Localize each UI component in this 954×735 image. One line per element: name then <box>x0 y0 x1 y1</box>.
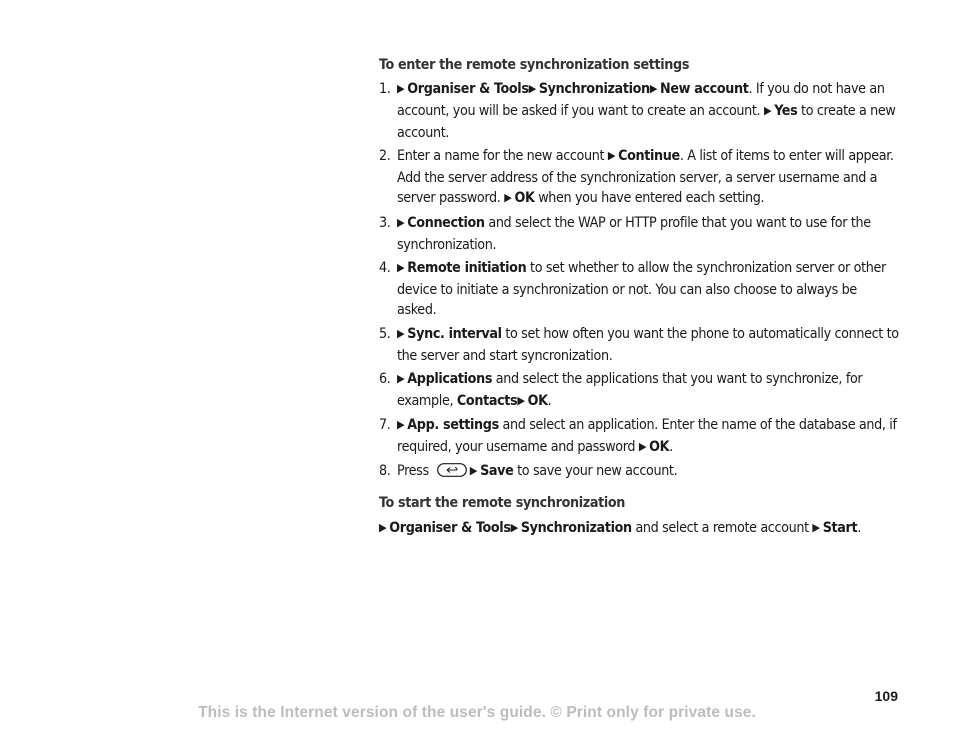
menu-path-item: OK <box>649 438 670 455</box>
step-number: 5. <box>379 325 391 342</box>
footer-notice <box>0 704 954 722</box>
menu-path-item: Organiser & Tools <box>407 81 529 97</box>
instruction-text: . <box>547 392 552 409</box>
instruction-text: to set how often you want the phone to automatically connect to the server and start syncronization. <box>397 325 899 364</box>
arrow-right-icon: ▶ <box>528 82 536 95</box>
arrow-right-icon: ▶ <box>607 148 616 162</box>
instruction-text: Press <box>397 463 429 480</box>
menu-path-item: Remote initiation <box>407 259 527 276</box>
arrow-right-icon: ▶ <box>517 393 525 407</box>
step-number: 7. <box>379 416 391 433</box>
step-item <box>379 258 899 321</box>
menu-path-item: Continue <box>618 147 680 164</box>
menu-path-item: App. settings <box>407 416 499 433</box>
menu-path-item: OK <box>514 190 535 207</box>
step-number: 4. <box>379 259 391 276</box>
instruction-text: and select the applications that you want to synchronize, for example, <box>397 370 863 409</box>
menu-path-item: Save <box>480 463 514 480</box>
step-item <box>379 369 899 413</box>
arrow-right-icon: ▶ <box>379 520 387 534</box>
arrow-right-icon: ▶ <box>510 520 518 534</box>
arrow-right-icon: ▶ <box>397 260 405 274</box>
step-item <box>379 324 899 367</box>
section-heading-start-sync: To start the remote synchronization <box>379 494 626 511</box>
steps-list <box>379 79 899 483</box>
menu-path-item: Connection <box>407 214 485 231</box>
page-number: 109 <box>874 688 898 704</box>
instruction-text: and select the WAP or HTTP profile that you want to use for the synchronization. <box>397 214 871 253</box>
instruction-text: and select a remote account <box>631 519 813 536</box>
step-number: 2. <box>379 147 391 164</box>
step-number: 1. <box>379 81 391 97</box>
menu-path-item: New account <box>660 81 749 97</box>
menu-path-item: Applications <box>407 370 493 387</box>
arrow-right-icon: ▶ <box>504 191 512 205</box>
step-item <box>379 146 899 210</box>
instruction-text: and select an application. Enter the name of the database and, if required, your username and password <box>397 416 897 455</box>
menu-path-item: Synchronization <box>538 81 650 97</box>
arrow-right-icon: ▶ <box>763 103 772 117</box>
instruction-text: to save your new account. <box>513 463 678 480</box>
arrow-right-icon: ▶ <box>397 82 405 95</box>
arrow-right-icon: ▶ <box>397 326 405 340</box>
instruction-text: . <box>857 519 861 536</box>
menu-path-item: Yes <box>774 102 798 119</box>
instruction-text: to set whether to allow the synchronization server or other device to initiate a synchronization or not. You can also choose to always be asked. <box>397 259 886 319</box>
step-item <box>379 415 899 459</box>
arrow-right-icon: ▶ <box>812 520 820 534</box>
arrow-right-icon: ▶ <box>649 82 658 95</box>
back-key-icon <box>437 463 467 477</box>
instruction-text: . If you do not have an account, you will be asked if you want to create an account. <box>397 81 885 119</box>
menu-path-item: Start <box>822 519 858 536</box>
step-item <box>379 79 899 143</box>
step-item <box>379 461 899 483</box>
instruction-text: Enter a name for the new account <box>397 147 608 164</box>
arrow-right-icon: ▶ <box>469 464 478 478</box>
step-item <box>379 213 899 256</box>
menu-path-item: Contacts <box>456 392 518 409</box>
start-sync-instruction <box>379 518 899 540</box>
step-number: 3. <box>379 214 391 231</box>
instruction-text: when you have entered each setting. <box>534 190 765 207</box>
page-content <box>379 55 899 540</box>
step-number: 6. <box>379 370 391 387</box>
arrow-right-icon: ▶ <box>397 417 405 431</box>
menu-path-item: OK <box>527 392 548 409</box>
step-number: 8. <box>379 463 391 480</box>
instruction-text: . A list of items to enter will appear. Add the server address of the synchronization server, a server username and a server password. <box>397 147 894 207</box>
arrow-right-icon: ▶ <box>638 439 647 453</box>
menu-path-item: Organiser & Tools <box>389 519 511 536</box>
menu-path-item: Sync. interval <box>407 325 502 342</box>
arrow-right-icon: ▶ <box>397 371 405 385</box>
instruction-text: to create a new account. <box>397 102 896 141</box>
arrow-right-icon: ▶ <box>397 215 405 229</box>
section-heading-enter-settings: To enter the remote synchronization settings <box>379 57 690 73</box>
instruction-text: . <box>669 438 673 455</box>
menu-path-item: Synchronization <box>520 519 632 536</box>
footer-text: This is the Internet version of the user's guide. © Print only for private use. <box>198 704 756 721</box>
